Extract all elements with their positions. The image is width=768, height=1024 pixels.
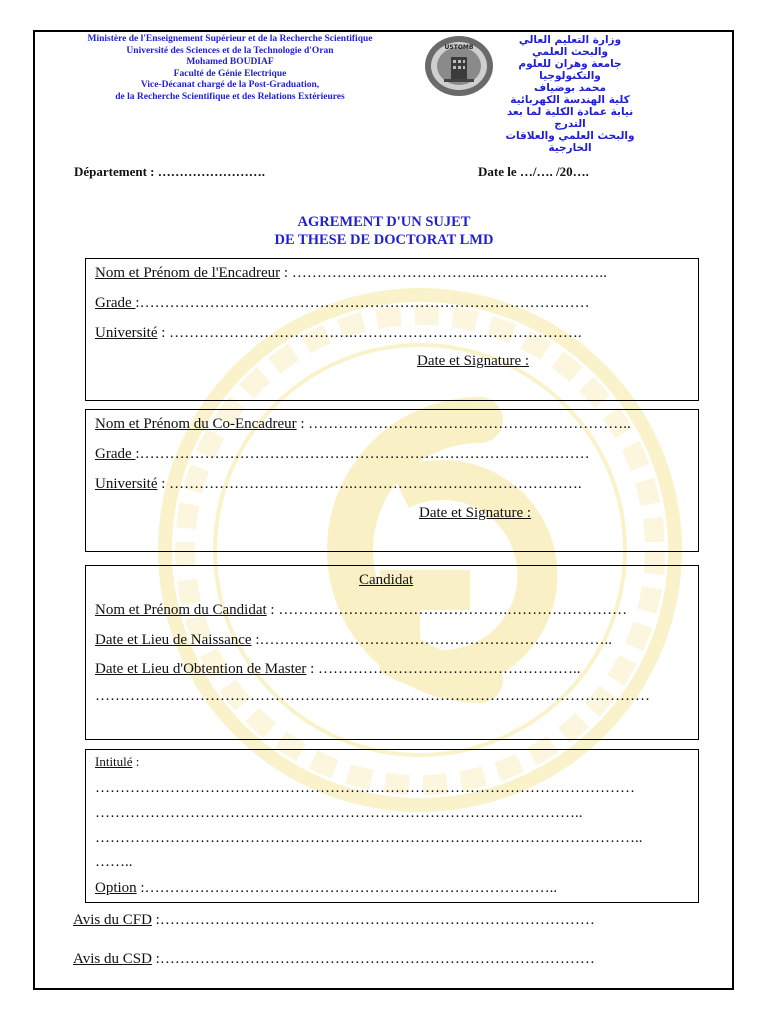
avis-cfd-dots: :…………………………………………………………………………… (151, 912, 595, 928)
candidat-master-label: Date et Lieu d'Obtention de Master (95, 661, 307, 677)
candidat-name-field[interactable] (95, 602, 627, 619)
header-fr-line: Ministère de l'Enseignement Supérieur et de la Recherche Scientifique (87, 34, 373, 44)
co-encadreur-grade-dots: :……………………………………………………………………………… (135, 446, 590, 462)
candidat-birth-label: Date et Lieu de Naissance (95, 632, 252, 648)
encadreur-grade-field[interactable] (95, 295, 590, 312)
header-ar-line: والبحث العلمي (531, 46, 609, 58)
header-fr-line: Faculté de Génie Electrique (173, 68, 287, 79)
co-encadreur-grade-label: Grade (95, 446, 136, 462)
candidat-heading: Candidat (359, 572, 414, 588)
header-ar-line: والتكنولوجيا (539, 70, 601, 82)
document-title (0, 213, 768, 249)
encadreur-box (85, 258, 699, 401)
date-field[interactable]: Date le …/…. /20…. (478, 164, 589, 179)
candidat-birth-dots: :…………………………………………………………….. (251, 632, 613, 648)
encadreur-grade-label: Grade (95, 295, 136, 311)
header-fr-line: Mohamed BOUDIAF (186, 57, 274, 67)
intitule-colon: : (132, 754, 140, 769)
co-encadreur-name-field[interactable] (95, 416, 631, 433)
encadreur-name-dots: : ………………………………..…………………….. (280, 265, 607, 281)
departement-field[interactable]: Département : ……………………. (74, 164, 265, 179)
title-line-2: DE THESE DE DOCTORAT LMD (274, 232, 494, 248)
candidat-master-dots: : …………………………………………….. (306, 661, 581, 677)
encadreur-university-dots: : ……………………………….………………………………………. (157, 325, 582, 341)
intitule-line-3[interactable]: ……………………………………………………………………………………………….. (95, 830, 643, 846)
option-dots: :……………………………………………………………………….. (136, 880, 558, 896)
co-encadreur-name-dots: : ……………………………………………………….. (296, 416, 631, 432)
co-encadreur-university-dots: : ……………………………….………………………………………. (157, 476, 582, 492)
header-fr-line: de la Recherche Scientifique et des Relations Extérieures (115, 91, 345, 102)
candidat-box (85, 565, 699, 740)
intitule-line-1[interactable]: ……………………………………………………………………………………………… (95, 780, 635, 796)
encadreur-signature-label: Date et Signature : (417, 353, 530, 369)
avis-cfd-label: Avis du CFD (73, 912, 152, 928)
encadreur-name-label: Nom et Prénom de l'Encadreur (95, 265, 281, 281)
intitule-box (85, 749, 699, 903)
candidat-master-field[interactable] (95, 661, 581, 678)
candidat-extra-line[interactable]: ………………………………………………………………………………………………… (95, 688, 650, 704)
header-ar-line: التدرج (554, 118, 586, 130)
avis-cfd-field[interactable] (73, 912, 595, 929)
intitule-label: Intitulé (95, 754, 133, 769)
candidat-name-dots: : ……………………………………….…………………… (266, 602, 628, 618)
header-fr-line: Université des Sciences et de la Technologie d'Oran (126, 45, 334, 56)
encadreur-grade-dots: :……………………………………………………………………………… (135, 295, 590, 311)
header-arabic (480, 34, 660, 154)
header-ar-line: والبحث العلمي والعلاقات (505, 130, 635, 142)
header-ar-line: الخارجية (548, 142, 592, 154)
co-encadreur-grade-field[interactable] (95, 446, 590, 463)
candidat-birth-field[interactable] (95, 632, 612, 649)
header-ar-line: نيابة عمادة الكلية لما بعد (506, 106, 634, 118)
co-encadreur-name-label: Nom et Prénom du Co-Encadreur (95, 416, 297, 432)
intitule-label-row (95, 754, 139, 770)
encadreur-name-field[interactable] (95, 265, 607, 282)
encadreur-university-field[interactable] (95, 325, 582, 342)
header-french (60, 34, 400, 103)
avis-csd-dots: :…………………………………………………………………………… (151, 951, 595, 967)
logo-text: USTOMB (444, 44, 474, 51)
avis-csd-label: Avis du CSD (73, 951, 152, 967)
encadreur-university-label: Université (95, 325, 158, 341)
title-line-1: AGREMENT D'UN SUJET (297, 214, 471, 230)
header-ar-line: كلية الهندسة الكهربائية (510, 94, 630, 106)
option-label: Option (95, 880, 137, 896)
header-ar-line: جامعة وهران للعلوم (518, 58, 622, 70)
header-ar-line: محمد بوضياف (534, 82, 606, 94)
option-field[interactable] (95, 880, 557, 897)
co-encadreur-signature-label: Date et Signature : (419, 505, 532, 521)
co-encadreur-box (85, 409, 699, 552)
avis-csd-field[interactable] (73, 951, 595, 968)
co-encadreur-university-label: Université (95, 476, 158, 492)
candidat-name-label: Nom et Prénom du Candidat (95, 602, 267, 618)
intitule-line-4[interactable]: …….. (95, 854, 133, 870)
header-ar-line: وزارة التعليم العالي (518, 34, 622, 46)
intitule-line-2[interactable]: …………………………………………………………………………………….. (95, 805, 583, 821)
header-fr-line: Vice-Décanat chargé de la Post-Graduation, (140, 80, 320, 90)
co-encadreur-university-field[interactable] (95, 476, 582, 493)
